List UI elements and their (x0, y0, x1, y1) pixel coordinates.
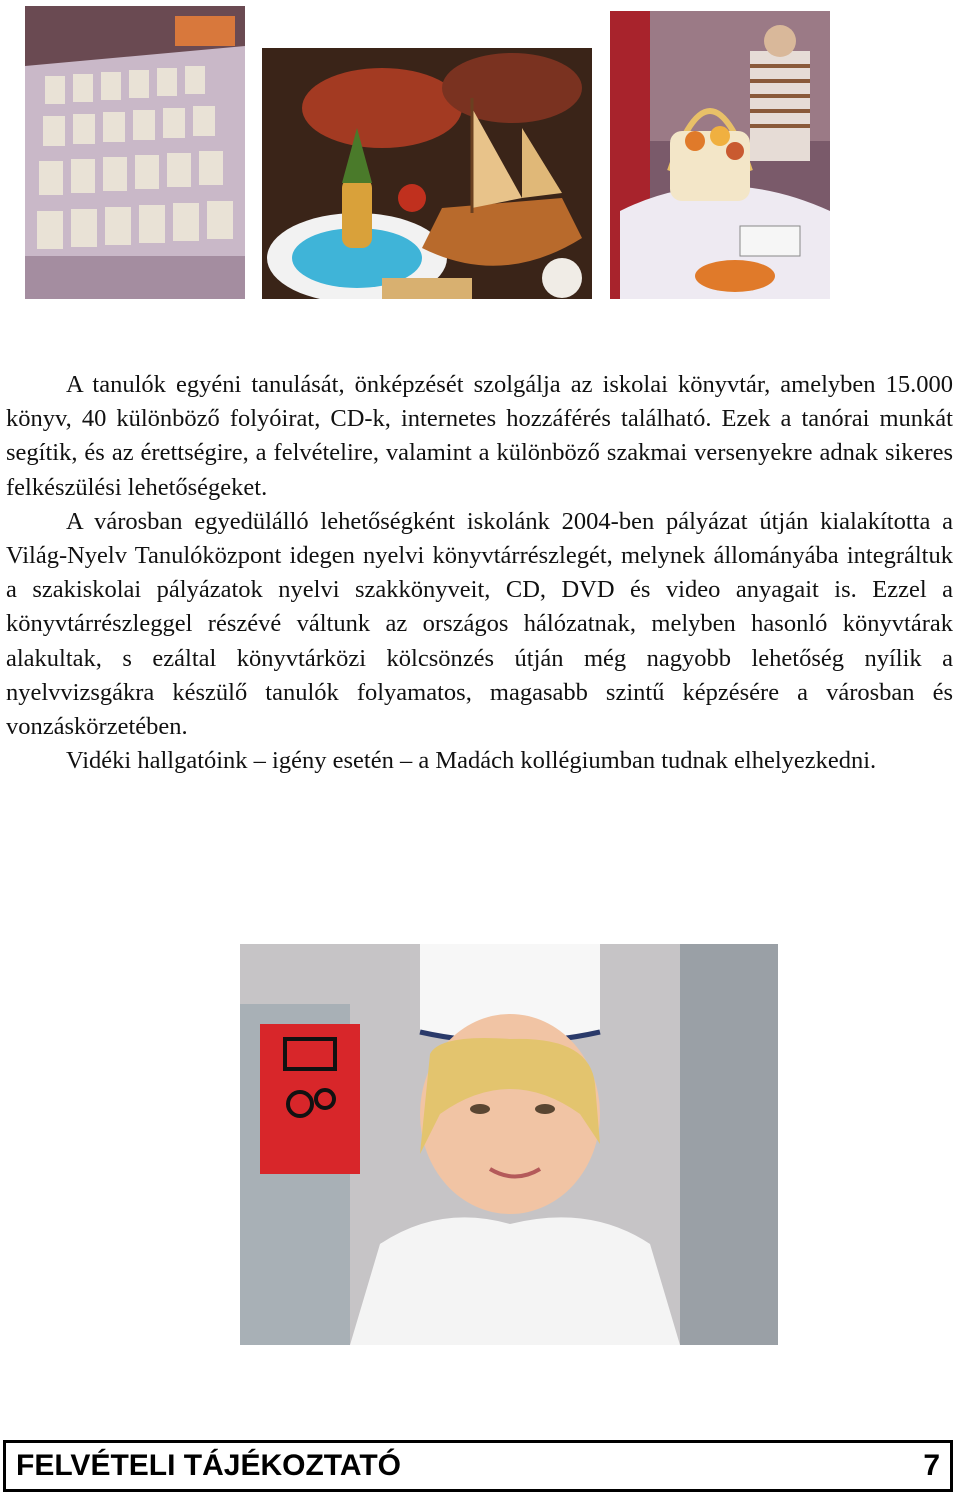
paragraph-library: A tanulók egyéni tanulását, önképzését szolgálja az iskolai könyvtár, amelyben 15.000 könyv, 40 különböző folyóirat, CD-k, internetes hozzáférés található. Ezek a tanórai munkát segítik, és az érettségire, a felvételire, valamint a különböző szakmai versenyekre adnak sikeres felkészülési lehetőségeket. (6, 371, 953, 501)
page-footer (3, 1440, 953, 1492)
paragraph-language-center: A városban egyedülálló lehetőségként iskolánk 2004-ben pályázat útján kialakította a Világ-Nyelv Tanulóközpont idegen nyelvi könyvtárrészlegét, melynek állományába integráltuk a szakiskolai pályázatok nyelvi szakkönyveit, CD, DVD és video anyagait is. Ezzel a könyvtárrészleggel részévé váltunk az országos hálózatnak, melyben hasonló könyvtárak alakultak, s ezáltal könyvtárközi kölcsönzés útján még nagyobb lehetőség nyílik a nyelvvizsgákra készülő tanulók folyamatos, magasabb szintű képzésére a városban és vonzáskörzetében. (6, 507, 953, 741)
exhibition-table-photo (25, 6, 245, 299)
footer-title: FELVÉTELI TÁJÉKOZTATÓ (16, 1449, 401, 1482)
pastry-ship-photo (262, 48, 592, 299)
student-chef-portrait-photo (240, 944, 778, 1345)
page-number: 7 (923, 1449, 940, 1482)
decorated-basket-photo (610, 11, 830, 299)
paragraph-dormitory: Vidéki hallgatóink – igény esetén – a Madách kollégiumban tudnak elhelyezkedni. (66, 747, 877, 775)
body-text (6, 368, 953, 778)
